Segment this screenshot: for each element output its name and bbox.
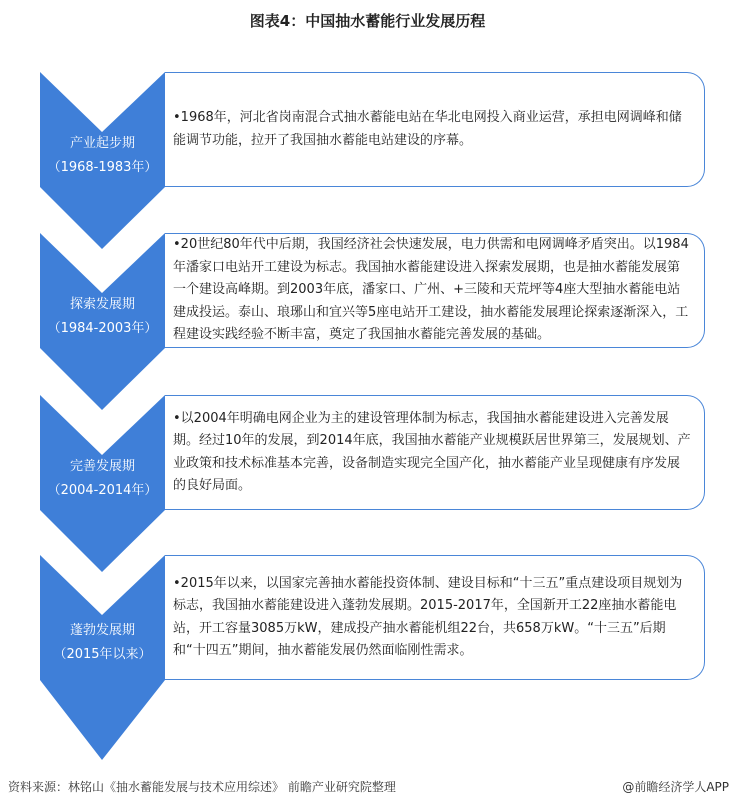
stage-name: 蓬勃发展期 xyxy=(69,623,135,638)
stage-description-box xyxy=(165,395,705,510)
source-note: 资料来源：林铭山《抽水蓄能发展与技术应用综述》 前瞻产业研究院整理 xyxy=(8,780,396,794)
stage-description-box xyxy=(165,555,705,680)
stage-period: （2015年以来） xyxy=(53,647,152,662)
stage-description: •20世纪80年代中后期，我国经济社会快速发展，电力供需和电网调峰矛盾突出。以1984年潘家口电站开工建设为标志。我国抽水蓄能建设进入探索发展期，也是抽水蓄能发展第一个建设高峰期。到2003年底，潘家口、广州、+三陵和天荒坪等4座大型抽水蓄能电站建成投运。泰山、琅琊山和宜兴等5座电站开工建设，抽水蓄能发展理论探索逐渐深入，工程建设实践经验不断丰富，奠定了我国抽水蓄能完善发展的基础。 xyxy=(173,237,689,343)
stage-description: •1968年，河北省岗南混合式抽水蓄能电站在华北电网投入商业运营，承担电网调峰和储能调节功能，拉开了我国抽水蓄能电站建设的序幕。 xyxy=(173,110,682,148)
stage-description-box xyxy=(165,233,705,348)
stage-period: （1968-1983年） xyxy=(47,160,158,175)
stage-description: •2015年以来，以国家完善抽水蓄能投资体制、建设目标和“十三五”重点建设项目规划为标志，我国抽水蓄能建设进入蓬勃发展期。2015-2017年，全国新开工22座抽水蓄能电站，开工容量3085万kW，建成投产抽水蓄能机组22台，共658万kW。“十三五”后期和“十四五”期间，抽水蓄能发展仍然面临刚性需求。 xyxy=(173,575,683,658)
stage-description-box xyxy=(165,72,705,187)
stage-period: （1984-2003年） xyxy=(47,321,158,336)
stage-name: 完善发展期 xyxy=(69,459,135,474)
stage-period: （2004-2014年） xyxy=(47,483,158,498)
stage-name: 探索发展期 xyxy=(69,297,135,312)
credit: @前瞻经济学人APP xyxy=(622,780,729,794)
stage-name: 产业起步期 xyxy=(69,136,135,151)
stage-description: •以2004年明确电网企业为主的建设管理体制为标志，我国抽水蓄能建设进入完善发展期。经过10年的发展，到2014年底，我国抽水蓄能产业规模跃居世界第三，发展规划、产业政策和技术标准基本完善，设备制造实现完全国产化，抽水蓄能产业呈现健康有序发展的良好局面。 xyxy=(173,410,691,493)
chart-title: 图表4：中国抽水蓄能行业发展历程 xyxy=(249,12,486,30)
